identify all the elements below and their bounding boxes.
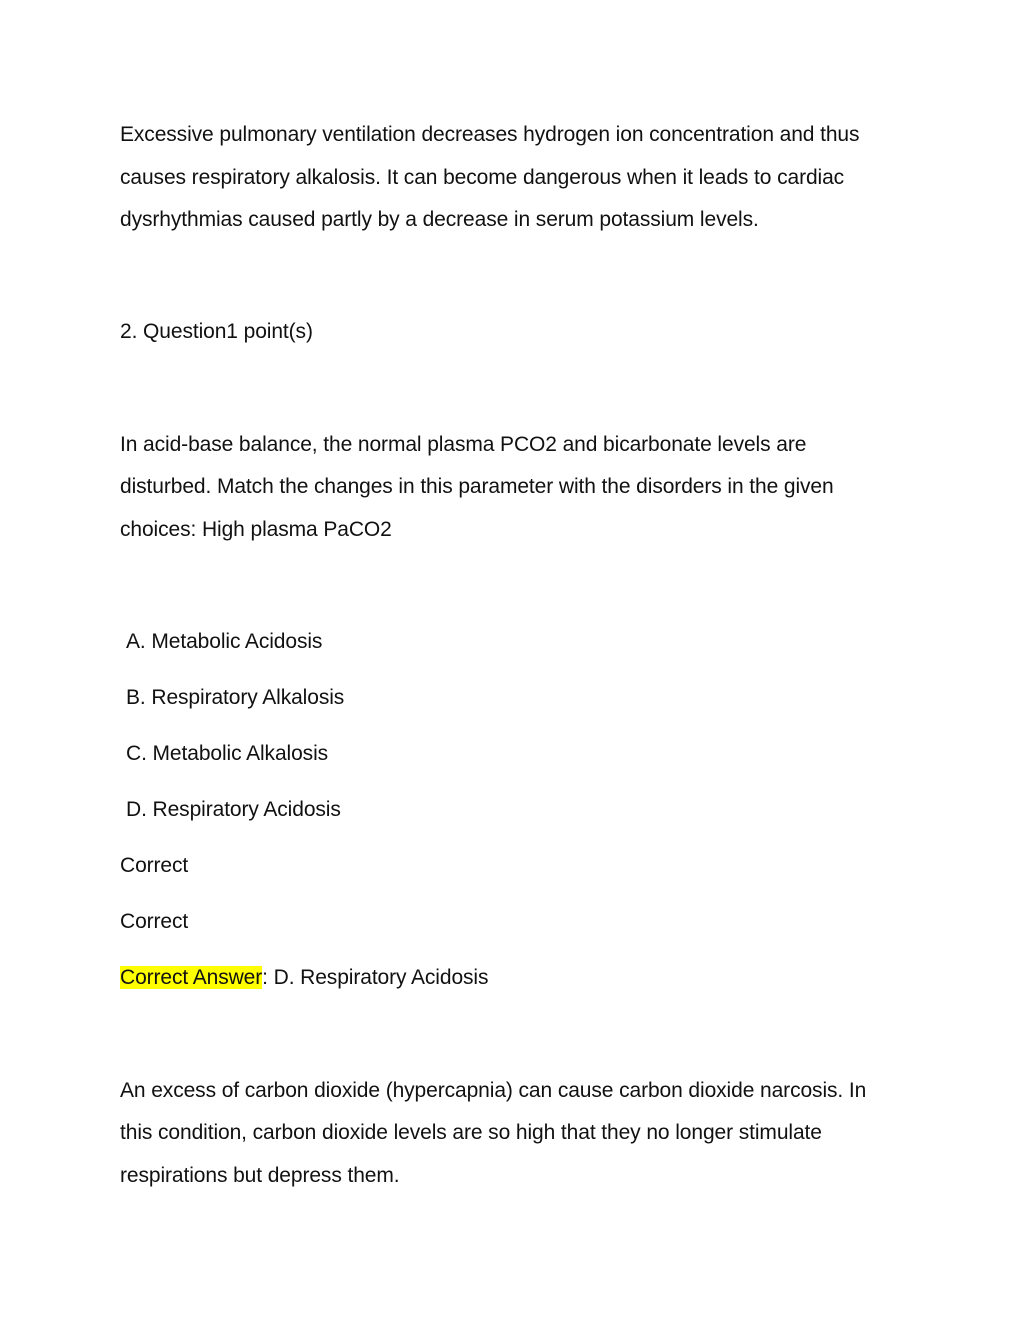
option-b: B. Respiratory Alkalosis (126, 686, 345, 709)
intro-line-2: causes respiratory alkalosis. It can become dangerous when it leads to cardiac (120, 166, 845, 189)
option-c: C. Metabolic Alkalosis (126, 742, 329, 765)
question-stem-line-1: In acid-base balance, the normal plasma PCO2 and bicarbonate levels are (120, 433, 807, 456)
intro-line-3: dysrhythmias caused partly by a decrease in serum potassium levels. (120, 208, 759, 231)
question-stem-line-2: disturbed. Match the changes in this parameter with the disorders in the given (120, 475, 834, 498)
question-stem-line-3: choices: High plasma PaCO2 (120, 518, 392, 541)
correct-answer-value: : D. Respiratory Acidosis (262, 966, 489, 989)
intro-line-1: Excessive pulmonary ventilation decreases hydrogen ion concentration and thus (120, 123, 860, 146)
explanation-line-2: this condition, carbon dioxide levels are so high that they no longer stimulate (120, 1121, 822, 1144)
question-heading: 2. Question1 point(s) (120, 320, 313, 343)
option-a: A. Metabolic Acidosis (126, 630, 323, 653)
status-correct-1: Correct (120, 854, 189, 877)
option-d: D. Respiratory Acidosis (126, 798, 341, 821)
correct-answer-label: Correct Answer (120, 966, 263, 989)
explanation-line-1: An excess of carbon dioxide (hypercapnia) can cause carbon dioxide narcosis. In (120, 1079, 867, 1102)
status-correct-2: Correct (120, 910, 189, 933)
explanation-line-3: respirations but depress them. (120, 1164, 400, 1187)
correct-answer-line (120, 967, 488, 988)
